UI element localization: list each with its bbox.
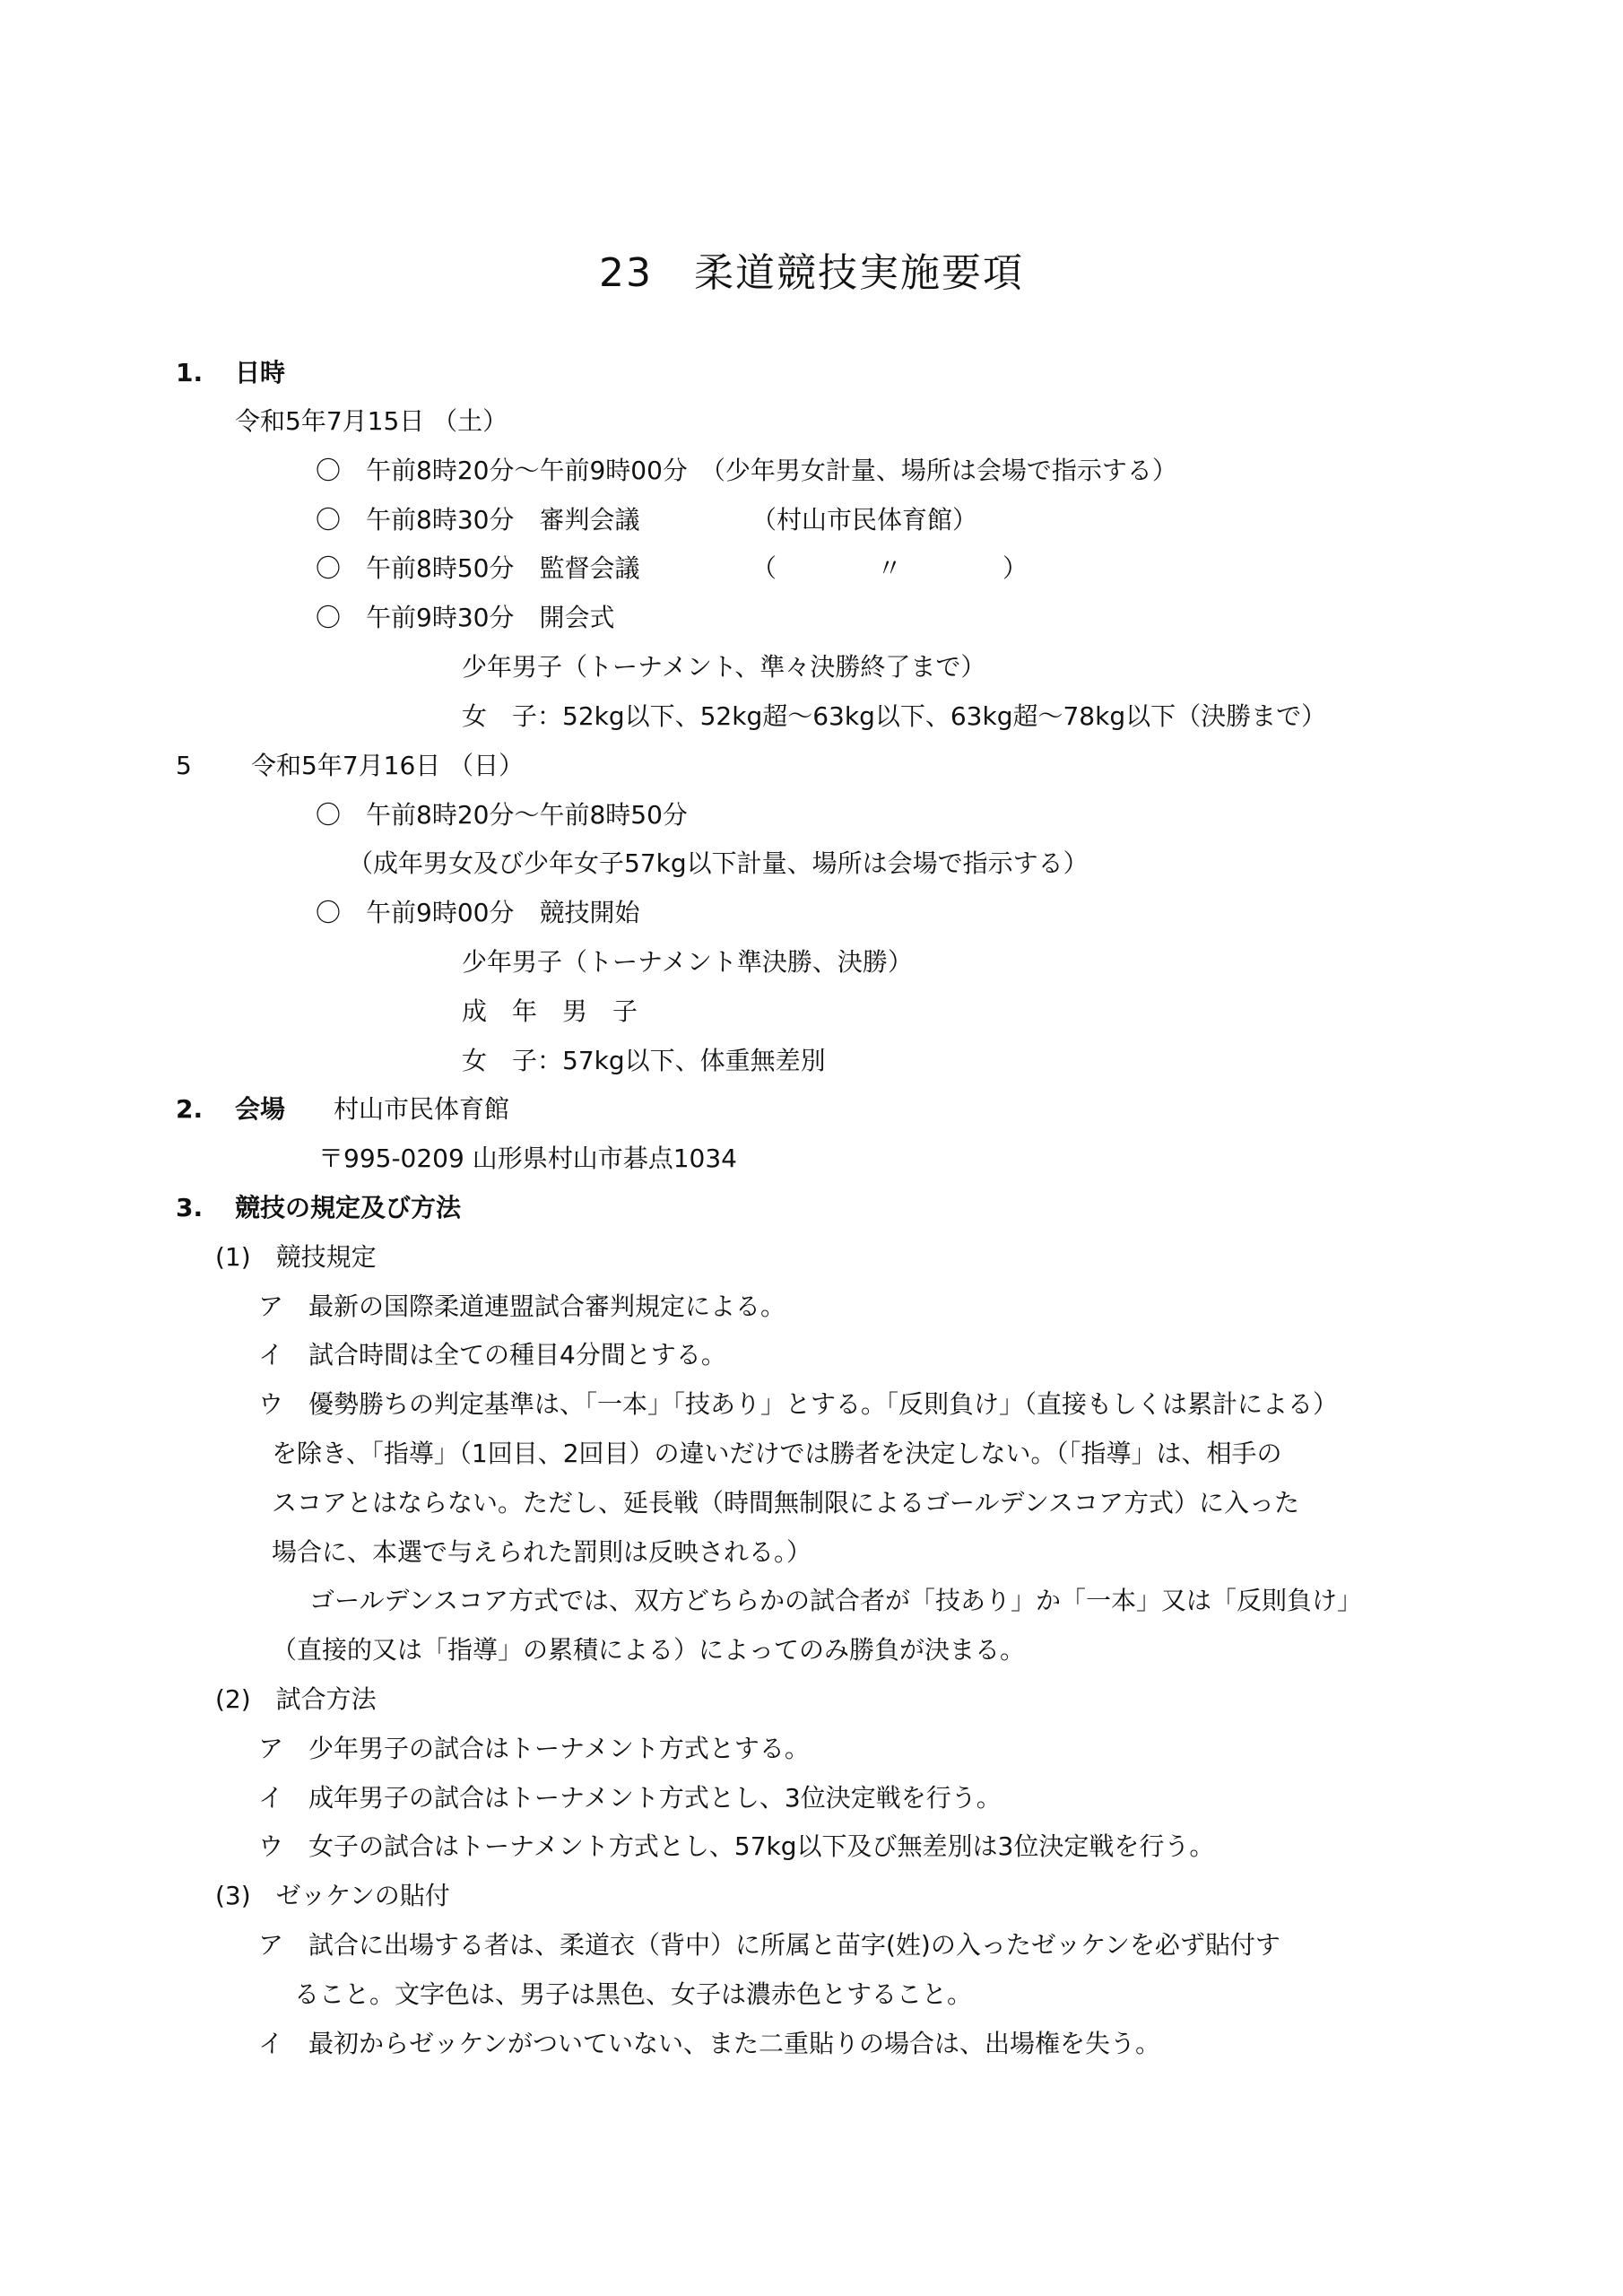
day2-item-women: 女 子：57kg以下、体重無差別 [462,1046,826,1075]
venue-address: 〒995-0209 山形県村山市碁点1034 [318,1144,737,1173]
rule-u-line5: ゴールデンスコア方式では、双方どちらかの試合者が「技あり」か「一本」又は「反則負け」 [309,1586,1363,1615]
rule-a: ア 最新の国際柔道連盟試合審判規定による。 [258,1292,786,1321]
section-3-number: 3. [176,1193,204,1222]
day2-item-weighin: 〇 午前8時20分～午前8時50分 [316,800,688,830]
rule-i: イ 試合時間は全ての種目4分間とする。 [258,1340,726,1370]
rule-u-line3: スコアとはならない。ただし、延長戦（時間無制限によるゴールデンスコア方式）に入った [272,1488,1300,1518]
method-a: ア 少年男子の試合はトーナメント方式とする。 [258,1734,810,1763]
bib-i: イ 最初からゼッケンがついていない、また二重貼りの場合は、出場権を失う。 [258,2029,1161,2058]
day2-item-boys: 少年男子（トーナメント準決勝、決勝） [462,947,913,977]
day1-item-boys: 少年男子（トーナメント、準々決勝終了まで） [462,652,986,682]
section-1-heading: 日時 [235,358,286,387]
method-i: イ 成年男子の試合はトーナメント方式とし、3位決定戦を行う。 [258,1783,1002,1813]
section-3-heading: 競技の規定及び方法 [235,1193,462,1222]
day2-item-start: 〇 午前9時00分 競技開始 [316,898,640,927]
day1-item-manager-meeting: 〇 午前8時50分 監督会議 [316,553,640,583]
subsection-bib: (3) ゼッケンの貼付 [215,1881,450,1910]
day1-item-women: 女 子：52kg以下、52kg超～63kg以下、63kg超～78kg以下（決勝まで） [462,701,1327,731]
document-title: 23 柔道競技実施要項 [599,250,1024,296]
bib-a-line1: ア 試合に出場する者は、柔道衣（背中）に所属と苗字(姓)の入ったゼッケンを必ず貼付す [258,1930,1280,1960]
day1-item-weighin: 〇 午前8時20分～午前9時00分 （少年男女計量、場所は会場で指示する） [316,456,1177,485]
day1-date: 令和5年7月15日 （土） [235,406,508,436]
subsection-match-method: (2) 試合方法 [215,1684,377,1714]
subsection-rules: (1) 競技規定 [215,1242,377,1272]
rule-u-line6: （直接的又は「指導」の累積による）によってのみ勝負が決まる。 [272,1635,1026,1665]
rule-u-line1: ウ 優勢勝ちの判定基準は、「一本」「技あり」とする。「反則負け」（直接もしくは累計による） [258,1389,1339,1419]
section-2-heading: 会場 [235,1094,286,1124]
day2-item-men: 成 年 男 子 [462,996,638,1026]
section-1-number: 1. [176,358,204,387]
day2-number: 5 [176,751,192,780]
method-u: ウ 女子の試合はトーナメント方式とし、57kg以下及び無差別は3位決定戦を行う。 [258,1831,1215,1861]
day1-item-opening: 〇 午前9時30分 開会式 [316,603,615,632]
day2-date: 令和5年7月16日 （日） [251,751,525,780]
bib-a-line2: ること。文字色は、男子は黒色、女子は濃赤色とすること。 [294,1979,973,2009]
day1-item-referee-meeting-place: （村山市民体育館） [751,505,978,535]
rule-u-line4: 場合に、本選で与えられた罰則は反映される。） [272,1537,812,1567]
day1-item-manager-meeting-place: （ 〃 ） [751,553,1028,583]
section-2-number: 2. [176,1094,204,1124]
day1-item-referee-meeting: 〇 午前8時30分 審判会議 [316,505,640,535]
venue-name: 村山市民体育館 [334,1094,510,1124]
day2-item-weighin-note: （成年男女及び少年女子57kg以下計量、場所は会場で指示する） [348,848,1089,878]
rule-u-line2: を除き、「指導」（1回目、2回目）の違いだけでは勝者を決定しない。（「指導」は、相手の [272,1439,1282,1468]
